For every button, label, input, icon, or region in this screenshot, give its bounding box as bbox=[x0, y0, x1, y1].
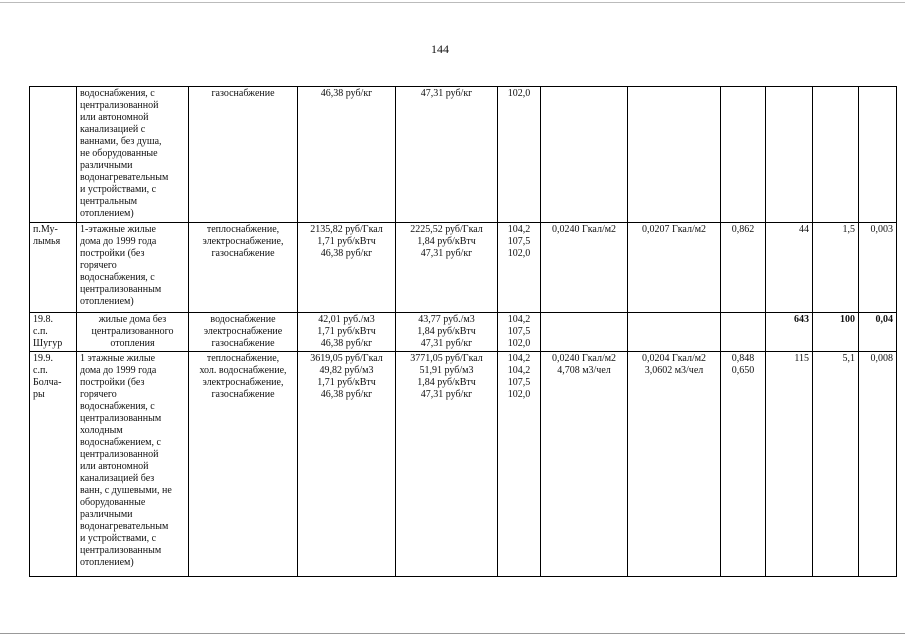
settlement-cell: 19.8. с.п. Шугур bbox=[30, 313, 77, 352]
settlement-cell bbox=[30, 87, 77, 223]
tariff-old-cell: 46,38 руб/кг bbox=[298, 87, 396, 223]
tariff-table bbox=[29, 86, 897, 577]
tariff-new-cell: 47,31 руб/кг bbox=[396, 87, 498, 223]
table-row bbox=[30, 352, 897, 577]
page-number: 144 bbox=[431, 42, 449, 56]
tariff-new-cell: 43,77 руб./м3 1,84 руб/кВтч 47,31 руб/кг bbox=[396, 313, 498, 352]
norm-old-cell bbox=[541, 313, 628, 352]
housing-type-cell: водоснабжения, с централизованной или автономной канализацией с ваннами, без душа, не оборудованные различными водонагревательным и устройствами, с центральным отоплением) bbox=[77, 87, 189, 223]
index-cell: 104,2 104,2 107,5 102,0 bbox=[498, 352, 541, 577]
col11-cell: 5,1 bbox=[813, 352, 859, 577]
norm-old-cell bbox=[541, 87, 628, 223]
coef-cell bbox=[721, 313, 766, 352]
norm-new-cell: 0,0204 Гкал/м2 3,0602 м3/чел bbox=[628, 352, 721, 577]
norm-new-cell bbox=[628, 313, 721, 352]
utilities-cell: газоснабжение bbox=[189, 87, 298, 223]
norm-new-cell bbox=[628, 87, 721, 223]
norm-old-cell: 0,0240 Гкал/м2 4,708 м3/чел bbox=[541, 352, 628, 577]
table-row bbox=[30, 223, 897, 313]
scan-edge-bottom bbox=[0, 633, 905, 634]
utilities-cell: водоснабжение электроснабжение газоснабжение bbox=[189, 313, 298, 352]
scan-edge-top bbox=[0, 2, 905, 3]
col12-cell: 0,008 bbox=[859, 352, 897, 577]
coef-cell bbox=[721, 87, 766, 223]
utilities-cell: теплоснабжение, электроснабжение, газоснабжение bbox=[189, 223, 298, 313]
col12-cell: 0,003 bbox=[859, 223, 897, 313]
tariff-new-cell: 3771,05 руб/Гкал 51,91 руб/м3 1,84 руб/кВтч 47,31 руб/кг bbox=[396, 352, 498, 577]
index-cell: 104,2 107,5 102,0 bbox=[498, 223, 541, 313]
tariff-new-cell: 2225,52 руб/Гкал 1,84 руб/кВтч 47,31 руб/кг bbox=[396, 223, 498, 313]
col12-cell bbox=[859, 87, 897, 223]
col12-cell: 0,04 bbox=[859, 313, 897, 352]
norm-new-cell: 0,0207 Гкал/м2 bbox=[628, 223, 721, 313]
tariff-old-cell: 2135,82 руб/Гкал 1,71 руб/кВтч 46,38 руб/кг bbox=[298, 223, 396, 313]
tariff-old-cell: 3619,05 руб/Гкал 49,82 руб/м3 1,71 руб/кВтч 46,38 руб/кг bbox=[298, 352, 396, 577]
table-row bbox=[30, 313, 897, 352]
index-cell: 104,2 107,5 102,0 bbox=[498, 313, 541, 352]
coef-cell: 0,848 0,650 bbox=[721, 352, 766, 577]
table-row bbox=[30, 87, 897, 223]
settlement-cell: 19.9. с.п. Болча- ры bbox=[30, 352, 77, 577]
col11-cell: 100 bbox=[813, 313, 859, 352]
housing-type-cell: 1 этажные жилые дома до 1999 года постройки (без горячего водоснабжения, с централизованным холодным водоснабжением, с централизованной или автономной канализацией без ванн, с душевыми, не оборудованные различными водонагревательным и устройствами, с централизованным отоплением) bbox=[77, 352, 189, 577]
col10-cell: 44 bbox=[766, 223, 813, 313]
housing-type-cell: жилые дома без централизованного отопления bbox=[77, 313, 189, 352]
col10-cell bbox=[766, 87, 813, 223]
tariff-old-cell: 42,01 руб./м3 1,71 руб/кВтч 46,38 руб/кг bbox=[298, 313, 396, 352]
settlement-cell: п.Му- лымья bbox=[30, 223, 77, 313]
housing-type-cell: 1-этажные жилые дома до 1999 года постройки (без горячего водоснабжения, с централизованным отоплением) bbox=[77, 223, 189, 313]
col11-cell: 1,5 bbox=[813, 223, 859, 313]
utilities-cell: теплоснабжение, хол. водоснабжение, электроснабжение, газоснабжение bbox=[189, 352, 298, 577]
col10-cell: 115 bbox=[766, 352, 813, 577]
index-cell: 102,0 bbox=[498, 87, 541, 223]
norm-old-cell: 0,0240 Гкал/м2 bbox=[541, 223, 628, 313]
col11-cell bbox=[813, 87, 859, 223]
col10-cell: 643 bbox=[766, 313, 813, 352]
coef-cell: 0,862 bbox=[721, 223, 766, 313]
